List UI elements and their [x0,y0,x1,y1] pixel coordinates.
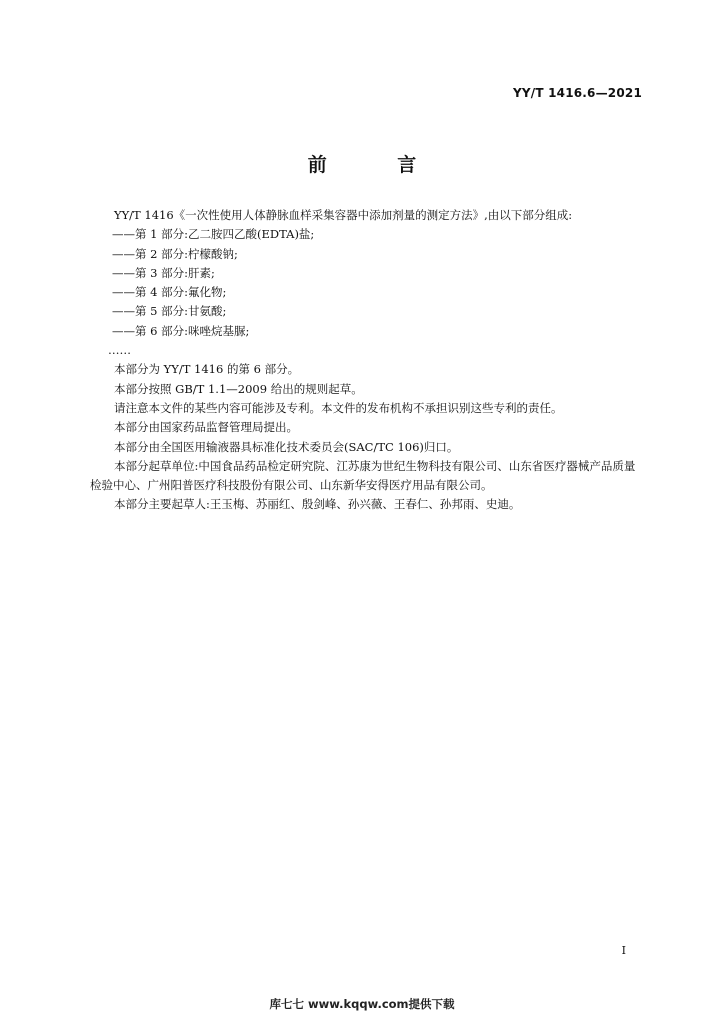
list-item: ——第 2 部分:柠檬酸钠; [112,246,238,261]
list-item: ——第 1 部分:乙二胺四乙酸(EDTA)盐; [112,227,315,242]
paragraph: 请注意本文件的某些内容可能涉及专利。本文件的发布机构不承担识别这些专利的责任。 [114,400,563,415]
paragraph: 本部分为 YY/T 1416 的第 6 部分。 [114,362,300,377]
list-item: ——第 6 部分:咪唑烷基脲; [112,323,250,338]
paragraph: 本部分按照 GB/T 1.1—2009 给出的规则起草。 [114,381,363,396]
intro-paragraph: YY/T 1416《一次性使用人体静脉血样采集容器中添加剂量的测定方法》,由以下部分组成: [114,208,573,222]
drafting-units-paragraph: 本部分起草单位:中国食品药品检定研究院、江苏康为世纪生物科技有限公司、山东省医疗器械产品质量检验中心、广州阳普医疗科技股份有限公司、山东新华安得医疗用品有限公司。 [90,458,636,493]
page-title: 前 言 [307,154,449,176]
standard-code: YY/T 1416.6—2021 [512,86,642,100]
parts-list [90,225,646,360]
list-item: ——第 4 部分:氟化物; [112,285,227,300]
list-item: ——第 5 部分:甘氨酸; [112,304,227,319]
download-watermark: 库七七 www.kqqw.com提供下载 [269,997,455,1011]
list-item: …… [108,343,131,358]
drafters-paragraph: 本部分主要起草人:王玉梅、苏丽红、殷剑峰、孙兴薇、王春仁、孙邦雨、史迪。 [114,497,521,512]
document-body [90,206,646,515]
paragraph: 本部分由国家药品监督管理局提出。 [114,420,298,435]
page-number: I [621,944,626,957]
list-item: ——第 3 部分:肝素; [112,265,215,280]
paragraph: 本部分由全国医用输液器具标准化技术委员会(SAC/TC 106)归口。 [114,439,459,454]
